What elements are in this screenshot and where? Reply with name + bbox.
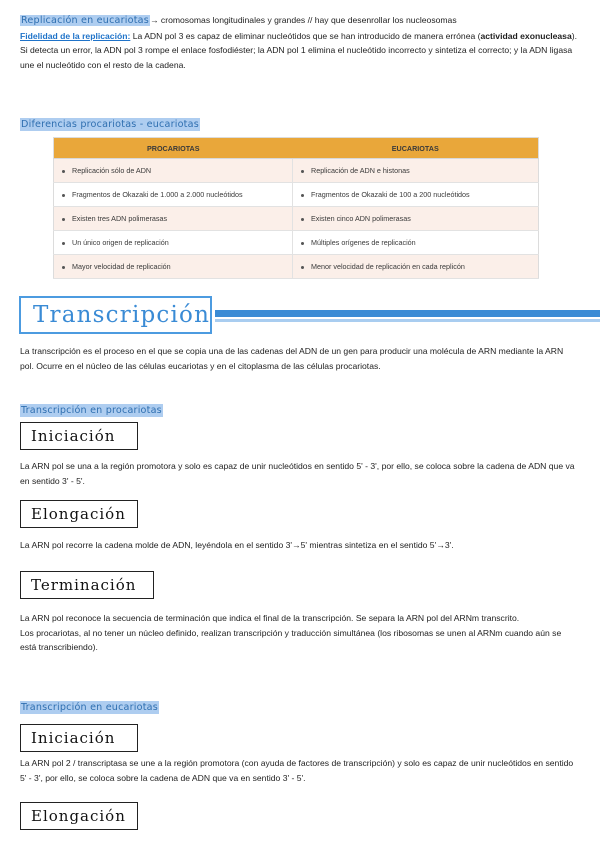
title-rule — [215, 310, 600, 317]
fidelidad-bold: actividad exonucleasa — [480, 30, 572, 41]
bullet-icon — [62, 170, 65, 173]
cell-text: Mayor velocidad de replicación — [72, 262, 171, 271]
bullet-icon — [62, 194, 65, 197]
bullet-icon — [301, 218, 304, 221]
elongacion-text: La ARN pol recorre la cadena molde de ADN, leyéndola en el sentido 3'→5' mientras sintetiza en el sentido 5'→3'. — [20, 540, 454, 550]
bullet-icon — [301, 170, 304, 173]
terminacion-text-2: Los procariotas, al no tener un núcleo definido, realizan transcripción y traducción simultánea (los ribosomas se unen al ARNm cuando aún se está transcribiendo). — [20, 627, 562, 652]
table-row — [54, 159, 539, 183]
cell-text: Múltiples orígenes de replicación — [311, 238, 416, 247]
terminacion-label: Terminación — [20, 571, 154, 599]
euc-elongacion-label: Elongación — [20, 802, 138, 830]
euc-iniciacion-text: La ARN pol 2 / transcriptasa se une a la región promotora (con ayuda de factores de transcripción) y solo es capaz de unir nucleótidos en sentido 5' - 3', por ello, se coloca sobre la cadena de ADN que va en sentido 3' - 5'. — [20, 758, 574, 783]
table-cell — [54, 183, 293, 207]
bullet-icon — [62, 242, 65, 245]
procariotas-heading-row — [20, 400, 578, 418]
bullet-icon — [62, 266, 65, 269]
iniciacion-text: La ARN pol se una a la región promotora y solo es capaz de unir nucleótidos en sentido 5' - 3', por ello, se coloca sobre la cadena de ADN que va en sentido 3' - 5'. — [20, 461, 575, 486]
diferencias-heading-row — [20, 114, 578, 132]
table-row — [54, 183, 539, 207]
diferencias-heading: Diferencias procariotas - eucariotas — [21, 119, 199, 130]
cell-text: Un único origen de replicación — [72, 238, 169, 247]
table-cell — [293, 207, 539, 231]
table-cell — [54, 207, 293, 231]
table-cell — [293, 255, 539, 279]
transcripcion-intro-block — [20, 344, 578, 373]
error-paragraph: Si detecta un error, la ADN pol 3 rompe el enlace fosfodiéster; la ADN pol 1 elimina el nucleótido incorrecto y sintetiza el correcto; y la ADN ligasa une el nucleótido con el resto de la cadena. — [20, 45, 573, 70]
bullet-icon — [301, 194, 304, 197]
table-header-row — [54, 138, 539, 159]
bullet-icon — [62, 218, 65, 221]
elongacion-block — [20, 538, 578, 553]
fidelidad-link[interactable]: Fidelidad de la replicación: — [20, 30, 131, 41]
cell-text: Menor velocidad de replicación en cada replicón — [311, 262, 465, 271]
table-cell — [293, 231, 539, 255]
table-row — [54, 207, 539, 231]
eucariotas-heading: Transcripción en eucariotas — [21, 702, 158, 713]
bullet-icon — [301, 266, 304, 269]
cell-text: Existen tres ADN polimerasas — [72, 214, 168, 223]
table-row — [54, 231, 539, 255]
cell-text: Replicación de ADN e histonas — [311, 166, 410, 175]
iniciacion-block — [20, 459, 578, 488]
replicacion-line — [20, 13, 578, 29]
transcripcion-intro: La transcripción es el proceso en el que se copia una de las cadenas del ADN de un gen para producir una molécula de ARN mediante la ARN pol. Ocurre en el núcleo de las células eucariotas y en el citoplasma de las células procariotas. — [20, 346, 564, 371]
table-cell — [54, 231, 293, 255]
replicacion-section — [20, 13, 578, 72]
cell-text: Fragmentos de Okazaki de 100 a 200 nucleótidos — [311, 190, 470, 199]
cell-text: Fragmentos de Okazaki de 1.000 a 2.000 nucleótidos — [72, 190, 243, 199]
euc-iniciacion-label: Iniciación — [20, 724, 138, 752]
table-cell — [293, 183, 539, 207]
euc-iniciacion-block — [20, 756, 578, 785]
fidelidad-paragraph — [20, 29, 578, 44]
terminacion-block — [20, 611, 578, 655]
bullet-icon — [301, 242, 304, 245]
table-cell — [54, 159, 293, 183]
cell-text: Replicación sólo de ADN — [72, 166, 152, 175]
column-header-eucariotas: EUCARIOTAS — [293, 138, 539, 159]
column-header-procariotas: PROCARIOTAS — [54, 138, 293, 159]
fidelidad-end: ). — [571, 30, 577, 41]
cell-text: Existen cinco ADN polimerasas — [311, 214, 411, 223]
table-row — [54, 255, 539, 279]
fidelidad-text: La ADN pol 3 es capaz de eliminar nucleótidos que se han introducido de manera errónea ( — [130, 30, 481, 41]
elongacion-label: Elongación — [20, 500, 138, 528]
terminacion-text-1: La ARN pol reconoce la secuencia de terminación que indica el final de la transcripción. Se separa la ARN pol del ARNm transcrito. — [20, 613, 520, 623]
iniciacion-label: Iniciación — [20, 422, 138, 450]
title-rule-light — [215, 319, 600, 322]
transcripcion-title: Transcripción — [19, 296, 212, 334]
replicacion-heading: Replicación en eucariotas — [21, 15, 149, 26]
eucariotas-heading-row — [20, 697, 578, 715]
table-cell — [293, 159, 539, 183]
table-cell — [54, 255, 293, 279]
replicacion-after-heading: → cromosomas longitudinales y grandes // hay que desenrollar los nucleosomas — [149, 15, 457, 25]
diferencias-table — [53, 137, 539, 279]
procariotas-heading: Transcripción en procariotas — [21, 405, 162, 416]
